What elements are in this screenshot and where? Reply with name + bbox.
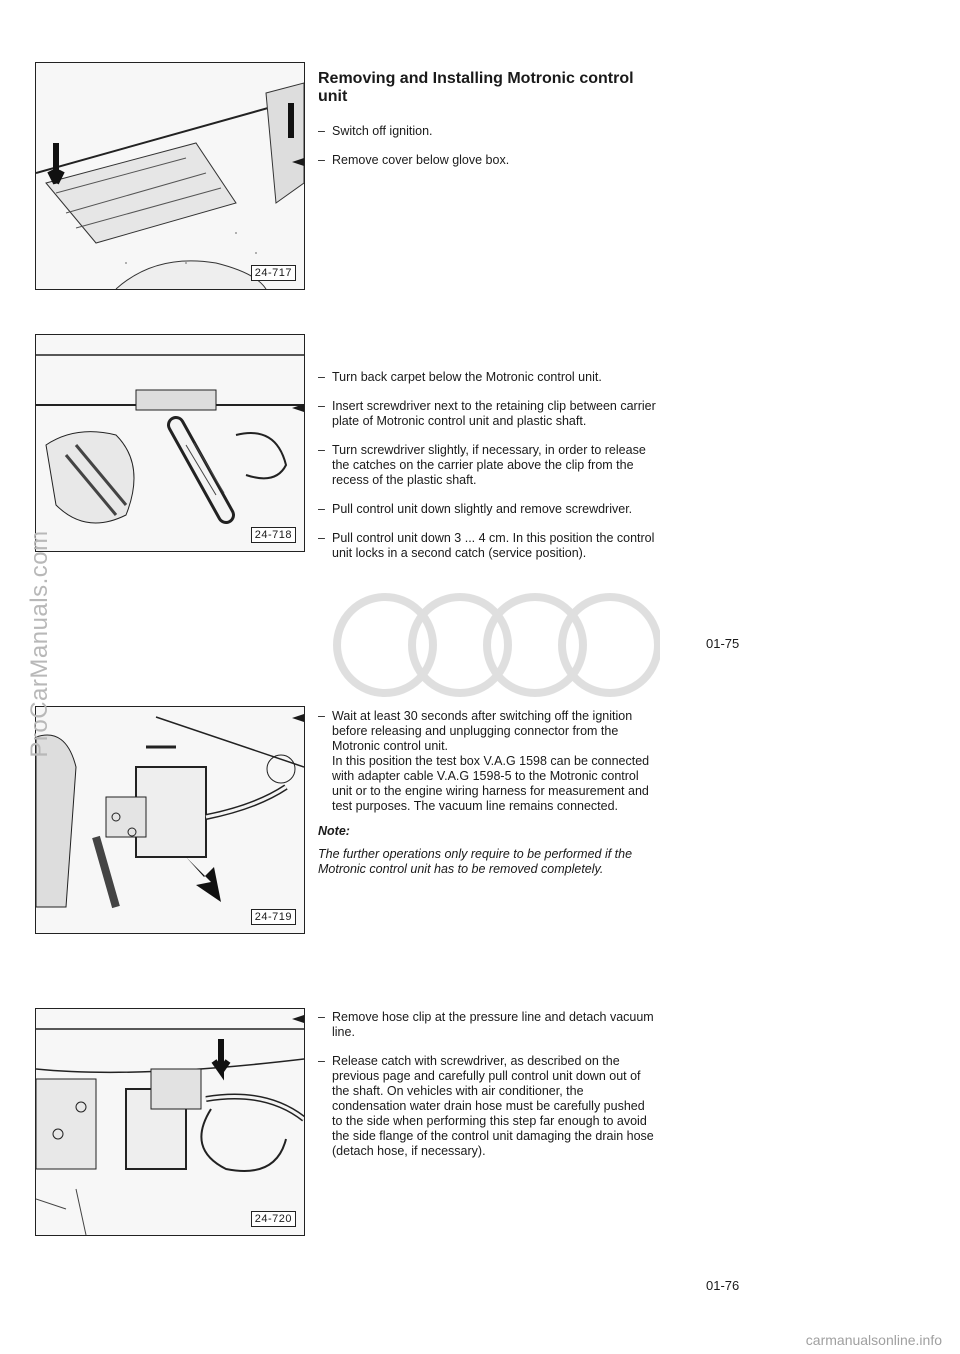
- page-heading: Removing and Installing Motronic control unit: [318, 70, 634, 105]
- hose-clip-illustration: [36, 1009, 304, 1235]
- screwdriver-illustration: [36, 335, 304, 551]
- note-text: The further operations only require to be performed if the Motronic control unit has to be removed completely.: [318, 847, 633, 876]
- page-number: 01-75: [706, 636, 740, 651]
- arrow-icon: [292, 714, 304, 722]
- step-continuation: In this position the test box V.A.G 1598 can be connected with adapter cable V.A.G 1598-5 to the Motronic control unit or to the engine wiring harness for measurement and test purposes. The vacuum line remains connected.: [332, 754, 650, 813]
- arrow-icon: [292, 404, 304, 412]
- figure-label: 24-717: [251, 265, 296, 281]
- note-label: Note:: [318, 824, 350, 838]
- step-text: Remove cover below glove box.: [332, 153, 510, 167]
- section-removal: [318, 1010, 658, 1173]
- connector-illustration: [36, 707, 304, 933]
- step-text: Switch off ignition.: [332, 124, 433, 138]
- figure-connector: [35, 706, 305, 934]
- instruction-step: – Switch off ignition.: [318, 124, 433, 138]
- side-watermark: ProCarManuals.com: [26, 530, 53, 758]
- step-text: Wait at least 30 seconds after switching off the ignition before releasing and unplugging connector from the Motronic control unit.: [332, 709, 633, 753]
- glove-box-illustration: [36, 63, 304, 289]
- step-text: Turn back carpet below the Motronic control unit.: [332, 370, 602, 384]
- instruction-step: – Remove cover below glove box.: [318, 153, 658, 168]
- instruction-step: – Release catch with screwdriver, as described on the previous page and carefully pull control unit down out of the shaft. On vehicles with air conditioner, the condensation water drain hose must be carefully pushed to the side when performing this step far enough to avoid the side flange of the control unit damaging the drain hose (detach hose, if necessary).: [318, 1054, 654, 1158]
- instruction-step: – Pull control unit down 3 ... 4 cm. In this position the control unit locks in a second catch (service position).: [318, 531, 655, 560]
- figure-hose-clip: [35, 1008, 305, 1236]
- arrow-icon: [292, 1015, 304, 1023]
- bottom-watermark: carmanualsonline.info: [805, 1332, 942, 1348]
- figure-label: 24-718: [251, 527, 296, 543]
- figure-glove-box-cover: [35, 62, 305, 290]
- figure-label: 24-719: [251, 909, 296, 925]
- section-screwdriver: [318, 370, 658, 575]
- step-text: Pull control unit down 3 ... 4 cm. In this position the control unit locks in a second catch (service position).: [332, 531, 655, 560]
- section-connector: [318, 709, 658, 877]
- faint-rings-logo: [330, 590, 660, 700]
- step-text: Remove hose clip at the pressure line and detach vacuum line.: [332, 1010, 654, 1039]
- figure-screwdriver-clip: [35, 334, 305, 552]
- step-text: Pull control unit down slightly and remove screwdriver.: [332, 502, 633, 516]
- instruction-step: – Wait at least 30 seconds after switching off the ignition before releasing and unplugging connector from the Motronic control unit.: [318, 709, 658, 754]
- figure-label: 24-720: [251, 1211, 296, 1227]
- step-text: Turn screwdriver slightly, if necessary, in order to release the catches on the carrier plate above the clip from the recess of the plastic shaft.: [332, 443, 646, 487]
- step-text: Release catch with screwdriver, as described on the previous page and carefully pull control unit down out of the shaft. On vehicles with air conditioner, the condensation water drain hose must be carefully pushed to the side when performing this step far enough to avoid the side flange of the control unit damaging the drain hose (detach hose, if necessary).: [332, 1054, 654, 1158]
- section-intro: [318, 70, 658, 182]
- instruction-step: – Pull control unit down slightly and remove screwdriver.: [318, 502, 633, 516]
- instruction-step: – Turn screwdriver slightly, if necessary, in order to release the catches on the carrier plate above the clip from the recess of the plastic shaft.: [318, 443, 646, 487]
- instruction-step: – Turn back carpet below the Motronic control unit.: [318, 370, 602, 384]
- arrow-icon: [292, 158, 304, 166]
- instruction-step: – Remove hose clip at the pressure line and detach vacuum line.: [318, 1010, 658, 1040]
- instruction-step: – Insert screwdriver next to the retaining clip between carrier plate of Motronic control unit and plastic shaft.: [318, 399, 658, 429]
- page-number: 01-76: [706, 1278, 740, 1293]
- step-text: Insert screwdriver next to the retaining clip between carrier plate of Motronic control unit and plastic shaft.: [332, 399, 656, 428]
